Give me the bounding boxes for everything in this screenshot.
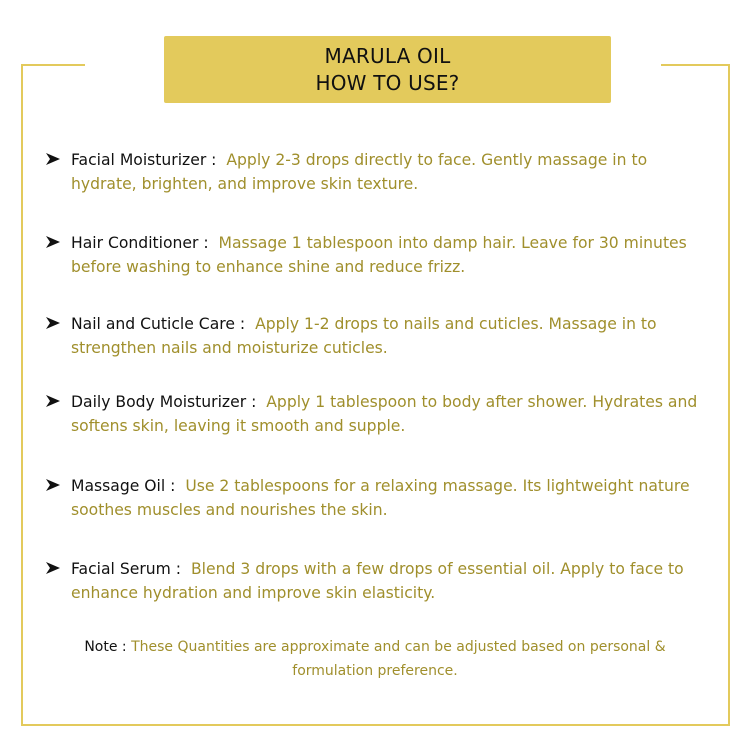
note-label: Note :	[84, 639, 127, 655]
title-banner	[164, 36, 611, 103]
banner-title: MARULA OIL	[324, 43, 451, 68]
note-text: These Quantities are approximate and can be adjusted based on personal & formulation preference.	[131, 639, 666, 679]
arrowhead-bullet-icon	[44, 560, 62, 576]
usage-note	[60, 635, 690, 683]
arrowhead-bullet-icon	[44, 393, 62, 409]
usage-item-description: Blend 3 drops with a few drops of essential oil. Apply to face to enhance hydration and improve skin elasticity.	[71, 560, 684, 602]
frame-border-top-left	[21, 64, 85, 66]
usage-item-text	[71, 148, 714, 196]
usage-item-text	[71, 390, 714, 438]
usage-item	[44, 231, 714, 279]
usage-item	[44, 148, 714, 196]
usage-item-description: Massage 1 tablespoon into damp hair. Leave for 30 minutes before washing to enhance shine and reduce frizz.	[71, 234, 687, 276]
usage-item-title: Facial Moisturizer :	[71, 151, 217, 169]
usage-item-title: Massage Oil :	[71, 477, 176, 495]
usage-item	[44, 474, 714, 522]
usage-item-description: Use 2 tablespoons for a relaxing massage. Its lightweight nature soothes muscles and nourishes the skin.	[71, 477, 690, 519]
usage-item-description: Apply 1 tablespoon to body after shower. Hydrates and softens skin, leaving it smooth and supple.	[71, 393, 698, 435]
usage-item-description: Apply 2-3 drops directly to face. Gently massage in to hydrate, brighten, and improve skin texture.	[71, 151, 648, 193]
usage-item-text	[71, 231, 714, 279]
usage-item-title: Facial Serum :	[71, 560, 182, 578]
banner-subtitle: HOW TO USE?	[315, 70, 460, 95]
frame-border-left	[21, 64, 23, 726]
arrowhead-bullet-icon	[44, 477, 62, 493]
usage-item	[44, 312, 714, 360]
arrowhead-bullet-icon	[44, 151, 62, 167]
usage-item-description: Apply 1-2 drops to nails and cuticles. Massage in to strengthen nails and moisturize cuticles.	[71, 315, 657, 357]
frame-border-right	[728, 64, 730, 726]
usage-item	[44, 390, 714, 438]
usage-item-title: Hair Conditioner :	[71, 234, 209, 252]
usage-item-text	[71, 474, 714, 522]
usage-item-title: Nail and Cuticle Care :	[71, 315, 246, 333]
frame-border-top-right	[661, 64, 730, 66]
usage-item-title: Daily Body Moisturizer :	[71, 393, 257, 411]
arrowhead-bullet-icon	[44, 234, 62, 250]
usage-item-text	[71, 312, 714, 360]
frame-border-bottom	[21, 724, 730, 726]
usage-item-text	[71, 557, 714, 605]
usage-item	[44, 557, 714, 605]
arrowhead-bullet-icon	[44, 315, 62, 331]
